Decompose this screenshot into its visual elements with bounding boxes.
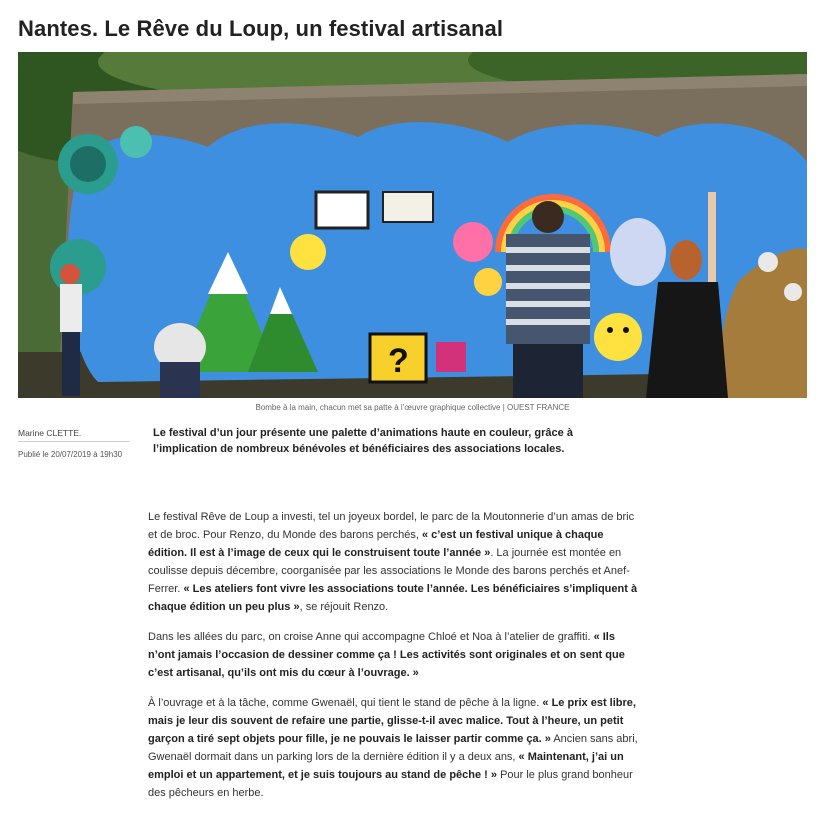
photo-caption: Bombe à la main, chacun met sa patte à l’œuvre graphique collective | OUEST FRANCE — [255, 403, 570, 412]
paragraph-text: . La journée est montée en coulisse depuis décembre, coorganisée par les associations le Monde des barons perchés et Anef-Ferrer. — [148, 547, 630, 595]
publish-date: Publié le 20/07/2019 à 19h30 — [18, 450, 123, 459]
quote-text: « Le prix est libre, mais je leur dis souvent de refaire une partie, glisse-t-il avec malice. Tout à l’heure, un petit garçon a tiré sept objets pour fille, je ne pouvais le laisser partir comme ça. » — [148, 697, 636, 745]
paragraph-text: Dans les allées du parc, on croise Anne qui accompagne Chloé et Noa à l’atelier de graffiti. — [148, 631, 594, 643]
paragraph-text: , se réjouit Renzo. — [299, 601, 389, 613]
quote-text: « Les ateliers font vivre les associations toute l’année. Les bénéficiaires s’impliquent à chaque édition un peu plus » — [148, 583, 638, 613]
article-paragraph — [148, 508, 638, 616]
article-lead: Le festival d’un jour présente une palette d’animations haute en couleur, grâce à l’implication de nombreux bénévoles et bénéficiaires des associations locales. — [153, 427, 573, 455]
paragraph-text: À l’ouvrage et à la tâche, comme Gwenaël, qui tient le stand de pêche à la ligne. — [148, 697, 543, 709]
article-body — [148, 508, 638, 814]
quote-text: « Ils n’ont jamais l’occasion de dessiner comme ça ! Les activités sont originales et on sent que c’est artisanal, qu’ils ont mis du cœur à l’ouvrage. » — [148, 631, 625, 679]
byline — [18, 428, 130, 459]
graffiti-mural-illustration — [18, 52, 807, 398]
article-paragraph — [148, 694, 638, 802]
paragraph-text: Ancien sans abri, Gwenaël dormait dans un parking lors de la dernière édition il y a deux ans, — [148, 733, 638, 763]
paragraph-text: Le festival Rêve de Loup a investi, tel un joyeux bordel, le parc de la Moutonnerie d’un amas de bric et de broc. Pour Renzo, du Monde des barons perchés, — [148, 511, 635, 541]
author-name[interactable]: Marine CLETTE. — [18, 428, 130, 442]
paragraph-text: Pour le plus grand bonheur des pêcheurs en herbe. — [148, 769, 633, 799]
article-title: Nantes. Le Rêve du Loup, un festival artisanal — [18, 16, 504, 41]
article-paragraph — [148, 628, 638, 682]
quote-text: « Maintenant, j’ai un emploi et un appartement, et je suis toujours au stand de pêche ! » — [148, 751, 624, 781]
article-photo[interactable] — [18, 52, 807, 398]
svg-text:?: ? — [388, 342, 409, 380]
quote-text: « c’est un festival unique à chaque édition. Il est à l’image de ceux qui le construisent toute l’année » — [148, 529, 604, 559]
